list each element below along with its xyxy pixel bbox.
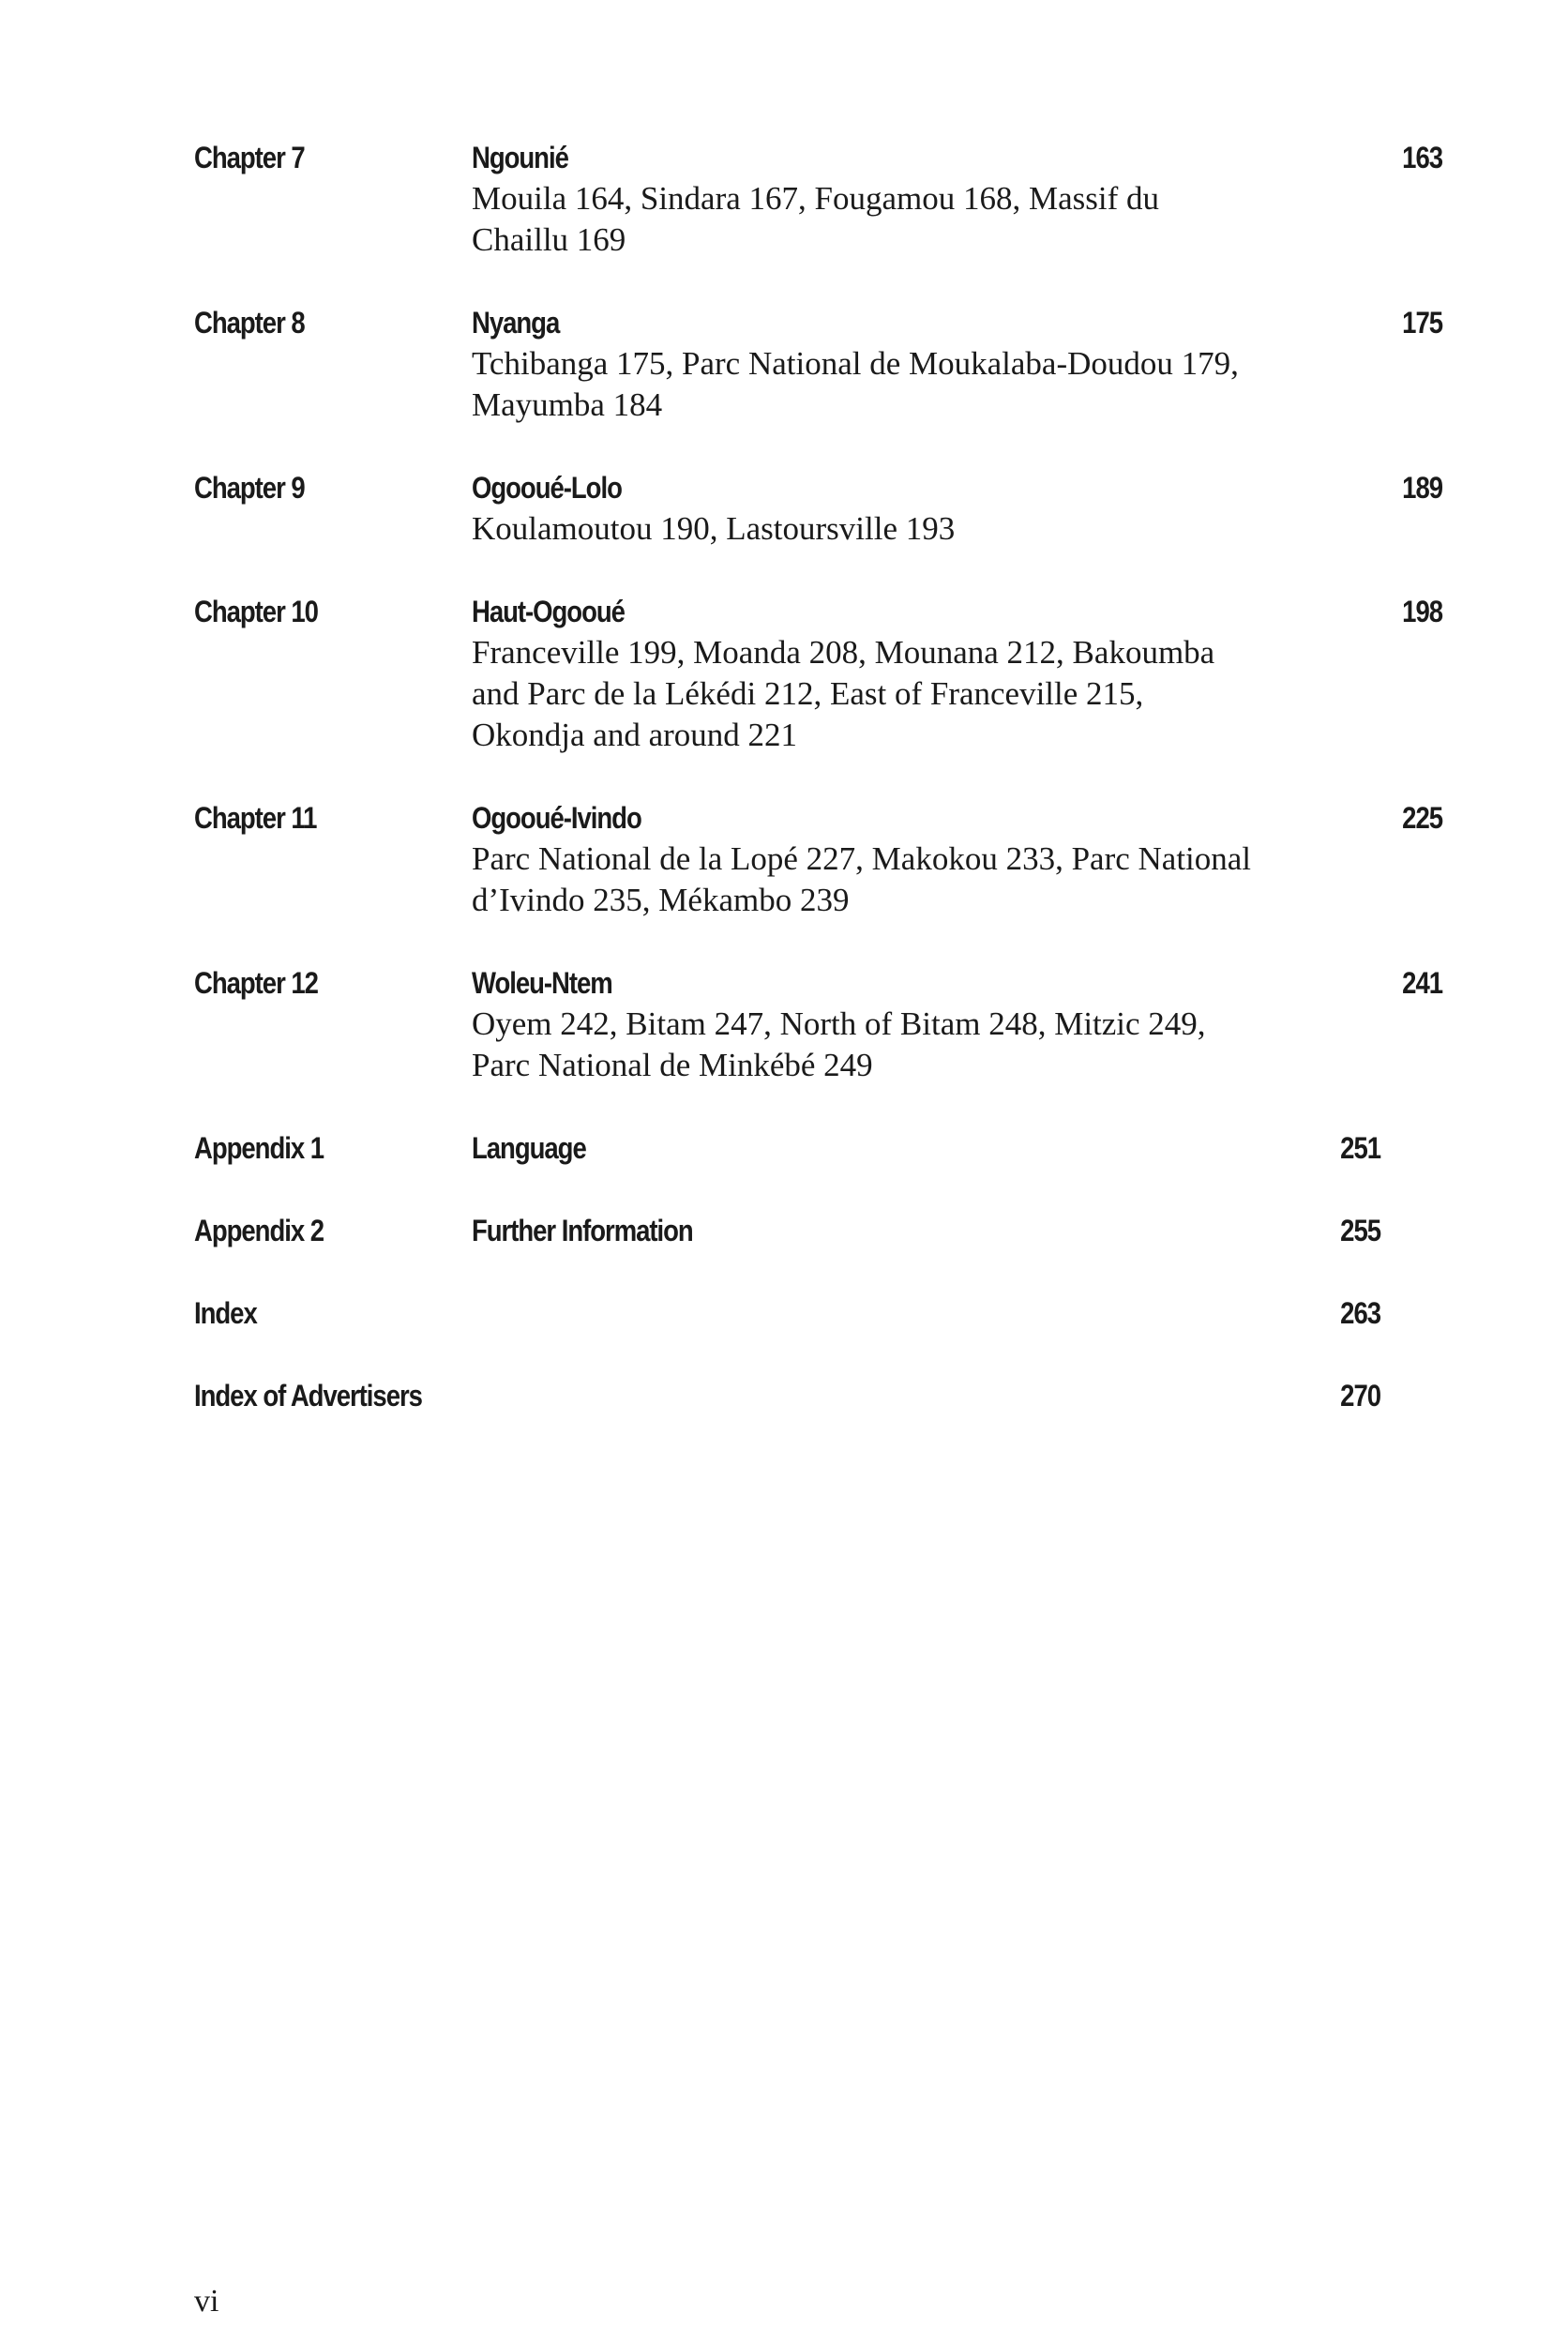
subentry-line: Oyem 242, Bitam 247, North of Bitam 248, Mitzic 249, xyxy=(472,1005,1206,1042)
entry-label: Index of Advertisers xyxy=(194,1379,422,1413)
entry-label: Chapter 9 xyxy=(194,471,305,505)
toc-entry-chapter-11 xyxy=(194,797,1442,921)
subentry-line: Tchibanga 175, Parc National de Moukalaba-Doudou 179, xyxy=(472,345,1239,382)
entry-subentries xyxy=(472,1004,1367,1086)
entry-title: Ogooué-Lolo xyxy=(472,471,622,505)
entry-page-number: 263 xyxy=(1340,1296,1380,1330)
entry-page-number: 251 xyxy=(1340,1131,1380,1165)
subentry-line: Mayumba 184 xyxy=(472,386,663,423)
entry-subentries xyxy=(472,343,1367,426)
entry-subentries xyxy=(472,178,1367,261)
toc-entry-appendix-1 xyxy=(194,1127,1380,1169)
entry-page-number: 255 xyxy=(1340,1214,1380,1247)
entry-label: Index xyxy=(194,1296,257,1330)
toc-entry-chapter-8 xyxy=(194,302,1442,426)
entry-subentries xyxy=(472,839,1367,921)
subentry-line: Chaillu 169 xyxy=(472,221,626,258)
toc-entry-appendix-2 xyxy=(194,1210,1380,1251)
entry-label: Appendix 1 xyxy=(194,1131,324,1165)
subentry-line: and Parc de la Lékédi 212, East of Franceville 215, xyxy=(472,675,1144,712)
subentry-line: Okondja and around 221 xyxy=(472,717,798,753)
entry-subentries xyxy=(472,632,1367,756)
entry-title: Ogooué-Ivindo xyxy=(472,801,641,835)
subentry-line: d’Ivindo 235, Mékambo 239 xyxy=(472,882,850,918)
toc-entry-index xyxy=(194,1292,1380,1334)
entry-page-number: 225 xyxy=(1402,801,1442,835)
entry-page-number: 198 xyxy=(1402,595,1442,628)
entry-label: Chapter 11 xyxy=(194,801,317,835)
subentry-line: Parc National de la Lopé 227, Makokou 233, Parc National xyxy=(472,840,1252,877)
subentry-line: Franceville 199, Moanda 208, Mounana 212, Bakoumba xyxy=(472,634,1215,671)
entry-subentries xyxy=(472,508,1367,550)
subentry-line: Mouila 164, Sindara 167, Fougamou 168, Massif du xyxy=(472,180,1160,217)
entry-page-number: 270 xyxy=(1340,1379,1380,1413)
entry-label: Chapter 7 xyxy=(194,141,305,174)
entry-title: Nyanga xyxy=(472,306,560,340)
toc-entry-chapter-7 xyxy=(194,137,1442,261)
table-of-contents xyxy=(194,137,1442,1416)
toc-entry-chapter-12 xyxy=(194,962,1442,1086)
entry-title: Language xyxy=(472,1131,586,1165)
entry-title: Haut-Ogooué xyxy=(472,595,625,628)
entry-page-number: 189 xyxy=(1402,471,1442,505)
entry-label: Chapter 10 xyxy=(194,595,318,628)
toc-entry-index-of-advertisers xyxy=(194,1375,1380,1416)
toc-entry-chapter-10 xyxy=(194,591,1442,756)
entry-page-number: 241 xyxy=(1402,966,1442,1000)
entry-page-number: 163 xyxy=(1402,141,1442,174)
entry-title: Further Information xyxy=(472,1214,693,1247)
entry-title: Woleu-Ntem xyxy=(472,966,612,1000)
entry-title: Ngounié xyxy=(472,141,568,174)
entry-label: Chapter 12 xyxy=(194,966,318,1000)
entry-page-number: 175 xyxy=(1402,306,1442,340)
entry-label: Chapter 8 xyxy=(194,306,305,340)
entry-label: Appendix 2 xyxy=(194,1214,324,1247)
subentry-line: Koulamoutou 190, Lastoursville 193 xyxy=(472,510,956,547)
page-folio: vi xyxy=(194,2284,219,2319)
subentry-line: Parc National de Minkébé 249 xyxy=(472,1047,873,1083)
toc-entry-chapter-9 xyxy=(194,467,1442,550)
